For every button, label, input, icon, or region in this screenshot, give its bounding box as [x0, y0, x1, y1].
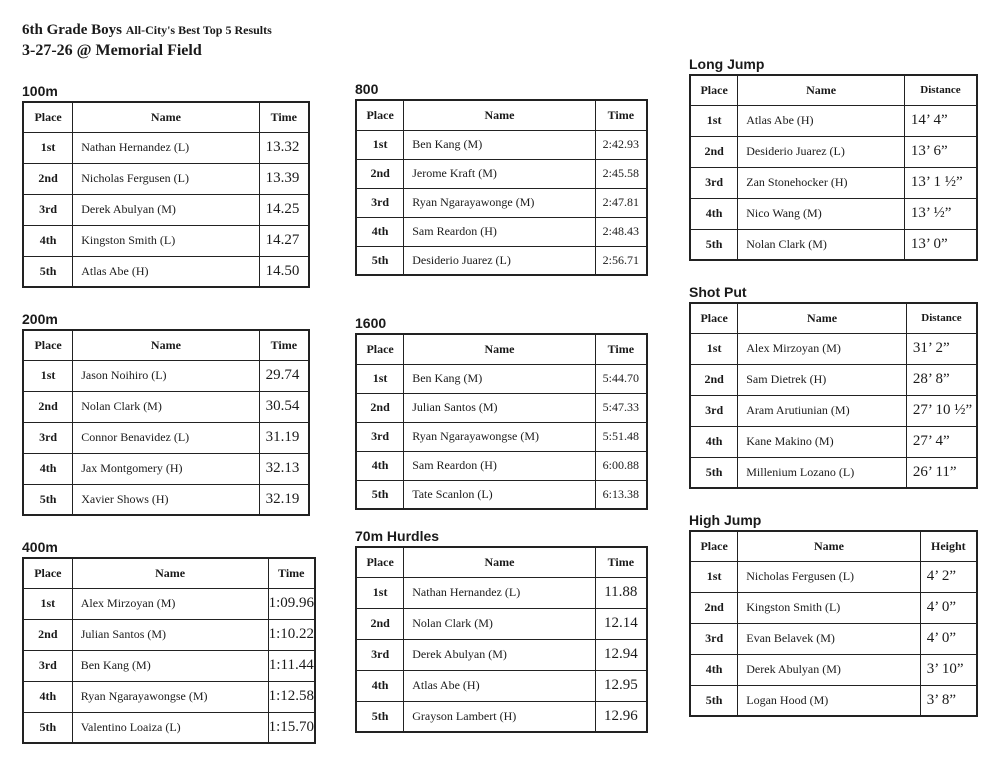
- event-high-jump: [689, 512, 978, 717]
- athlete-name-cell: Evan Belavek (M): [738, 623, 920, 654]
- table-row: [23, 484, 309, 515]
- place-cell: 4th: [356, 451, 404, 480]
- event-800: [355, 81, 648, 276]
- table-row: [23, 453, 309, 484]
- result-cell: 32.19: [259, 484, 309, 515]
- results-table: [22, 557, 316, 744]
- table-header-row: [23, 330, 309, 360]
- athlete-name-cell: Nico Wang (M): [738, 198, 905, 229]
- result-cell: 11.88: [595, 577, 647, 608]
- result-cell: 1:09.96: [268, 588, 315, 619]
- event-title: 200m: [22, 311, 58, 327]
- place-cell: 2nd: [356, 393, 404, 422]
- meet-date-location: 3-27-26 @ Memorial Field: [22, 42, 202, 59]
- athlete-name-cell: Kingston Smith (L): [738, 592, 920, 623]
- result-cell: 29.74: [259, 360, 309, 391]
- table-row: [23, 163, 309, 194]
- column-header-name: Name: [72, 558, 268, 588]
- result-cell: 2:48.43: [595, 217, 647, 246]
- place-cell: 4th: [356, 217, 404, 246]
- result-cell: 27’ 4”: [906, 426, 977, 457]
- place-cell: 4th: [356, 670, 404, 701]
- event-title: Long Jump: [689, 56, 765, 72]
- place-cell: 3rd: [690, 395, 738, 426]
- athlete-name-cell: Julian Santos (M): [72, 619, 268, 650]
- result-cell: 13.32: [259, 132, 309, 163]
- column-header-name: Name: [73, 330, 259, 360]
- place-cell: 2nd: [690, 136, 738, 167]
- table-header-row: [690, 75, 977, 105]
- place-cell: 4th: [23, 681, 72, 712]
- table-row: [690, 364, 977, 395]
- results-table: [689, 74, 978, 261]
- athlete-name-cell: Derek Abulyan (M): [73, 194, 259, 225]
- column-header-name: Name: [404, 100, 595, 130]
- athlete-name-cell: Zan Stonehocker (H): [738, 167, 905, 198]
- results-table: [689, 302, 978, 489]
- athlete-name-cell: Atlas Abe (H): [738, 105, 905, 136]
- athlete-name-cell: Valentino Loaiza (L): [72, 712, 268, 743]
- table-row: [23, 712, 315, 743]
- column-header-name: Name: [738, 531, 920, 561]
- result-cell: 2:47.81: [595, 188, 647, 217]
- place-cell: 3rd: [690, 167, 738, 198]
- table-row: [356, 246, 647, 275]
- table-header-row: [356, 334, 647, 364]
- column-header-place: Place: [356, 334, 404, 364]
- athlete-name-cell: Ryan Ngarayawongse (M): [72, 681, 268, 712]
- place-cell: 1st: [690, 333, 738, 364]
- athlete-name-cell: Alex Mirzoyan (M): [72, 588, 268, 619]
- result-cell: 12.95: [595, 670, 647, 701]
- table-row: [356, 422, 647, 451]
- column-header-result: Distance: [904, 75, 977, 105]
- result-cell: 13’ 6”: [904, 136, 977, 167]
- results-table: [355, 546, 648, 733]
- table-row: [356, 577, 647, 608]
- event-70m-hurdles: [355, 528, 648, 733]
- event-100m: [22, 83, 310, 288]
- place-cell: 1st: [356, 130, 404, 159]
- athlete-name-cell: Millenium Lozano (L): [738, 457, 907, 488]
- athlete-name-cell: Nicholas Fergusen (L): [73, 163, 259, 194]
- athlete-name-cell: Tate Scanlon (L): [404, 480, 595, 509]
- column-header-name: Name: [404, 547, 595, 577]
- athlete-name-cell: Nicholas Fergusen (L): [738, 561, 920, 592]
- table-row: [356, 393, 647, 422]
- column-header-result: Time: [595, 334, 647, 364]
- table-row: [356, 217, 647, 246]
- place-cell: 5th: [23, 484, 73, 515]
- results-table: [22, 101, 310, 288]
- place-cell: 2nd: [690, 364, 738, 395]
- result-cell: 28’ 8”: [906, 364, 977, 395]
- place-cell: 3rd: [356, 422, 404, 451]
- place-cell: 1st: [23, 360, 73, 391]
- place-cell: 5th: [356, 246, 404, 275]
- result-cell: 13.39: [259, 163, 309, 194]
- column-header-place: Place: [690, 75, 738, 105]
- result-cell: 30.54: [259, 391, 309, 422]
- result-cell: 27’ 10 ½”: [906, 395, 977, 426]
- athlete-name-cell: Logan Hood (M): [738, 685, 920, 716]
- place-cell: 2nd: [23, 163, 73, 194]
- table-header-row: [23, 558, 315, 588]
- athlete-name-cell: Sam Reardon (H): [404, 217, 595, 246]
- column-header-place: Place: [23, 330, 73, 360]
- place-cell: 1st: [690, 561, 738, 592]
- column-header-result: Time: [259, 102, 309, 132]
- athlete-name-cell: Alex Mirzoyan (M): [738, 333, 907, 364]
- event-title: High Jump: [689, 512, 762, 528]
- table-row: [356, 608, 647, 639]
- athlete-name-cell: Nathan Hernandez (L): [404, 577, 595, 608]
- result-cell: 2:42.93: [595, 130, 647, 159]
- place-cell: 3rd: [356, 188, 404, 217]
- table-row: [356, 188, 647, 217]
- results-table: [22, 329, 310, 516]
- result-cell: 6:13.38: [595, 480, 647, 509]
- athlete-name-cell: Derek Abulyan (M): [738, 654, 920, 685]
- column-header-result: Height: [920, 531, 977, 561]
- table-row: [23, 619, 315, 650]
- column-header-place: Place: [23, 558, 72, 588]
- result-cell: 13’ 0”: [904, 229, 977, 260]
- result-cell: 13’ ½”: [904, 198, 977, 229]
- result-cell: 5:47.33: [595, 393, 647, 422]
- table-row: [690, 561, 977, 592]
- page-title-subtitle: All-City's Best Top 5 Results: [125, 23, 272, 37]
- athlete-name-cell: Julian Santos (M): [404, 393, 595, 422]
- athlete-name-cell: Ben Kang (M): [404, 130, 595, 159]
- athlete-name-cell: Ben Kang (M): [72, 650, 268, 681]
- column-header-name: Name: [73, 102, 259, 132]
- result-cell: 14.25: [259, 194, 309, 225]
- place-cell: 1st: [23, 132, 73, 163]
- place-cell: 1st: [356, 577, 404, 608]
- column-header-result: Time: [595, 100, 647, 130]
- athlete-name-cell: Nolan Clark (M): [73, 391, 259, 422]
- results-table: [689, 530, 978, 717]
- place-cell: 3rd: [690, 623, 738, 654]
- athlete-name-cell: Desiderio Juarez (L): [404, 246, 595, 275]
- result-cell: 1:11.44: [268, 650, 315, 681]
- table-row: [690, 229, 977, 260]
- result-cell: 2:45.58: [595, 159, 647, 188]
- table-row: [23, 256, 309, 287]
- place-cell: 5th: [356, 480, 404, 509]
- event-title: 800: [355, 81, 379, 97]
- result-cell: 1:10.22: [268, 619, 315, 650]
- athlete-name-cell: Ryan Ngarayawongse (M): [404, 422, 595, 451]
- column-header-place: Place: [356, 547, 404, 577]
- result-cell: 3’ 10”: [920, 654, 977, 685]
- column-header-place: Place: [690, 531, 738, 561]
- result-cell: 13’ 1 ½”: [904, 167, 977, 198]
- result-cell: 1:12.58: [268, 681, 315, 712]
- table-row: [690, 426, 977, 457]
- place-cell: 2nd: [23, 619, 72, 650]
- athlete-name-cell: Kingston Smith (L): [73, 225, 259, 256]
- event-1600: [355, 315, 648, 510]
- place-cell: 3rd: [23, 422, 73, 453]
- result-cell: 6:00.88: [595, 451, 647, 480]
- result-cell: 2:56.71: [595, 246, 647, 275]
- place-cell: 4th: [690, 198, 738, 229]
- table-row: [23, 422, 309, 453]
- place-cell: 5th: [690, 457, 738, 488]
- athlete-name-cell: Aram Arutiunian (M): [738, 395, 907, 426]
- result-cell: 5:51.48: [595, 422, 647, 451]
- result-cell: 32.13: [259, 453, 309, 484]
- result-cell: 4’ 2”: [920, 561, 977, 592]
- table-row: [23, 650, 315, 681]
- place-cell: 3rd: [23, 650, 72, 681]
- column-header-place: Place: [690, 303, 738, 333]
- result-cell: 5:44.70: [595, 364, 647, 393]
- result-cell: 26’ 11”: [906, 457, 977, 488]
- place-cell: 5th: [690, 229, 738, 260]
- athlete-name-cell: Ben Kang (M): [404, 364, 595, 393]
- table-header-row: [690, 531, 977, 561]
- table-row: [23, 132, 309, 163]
- column-header-place: Place: [356, 100, 404, 130]
- athlete-name-cell: Grayson Lambert (H): [404, 701, 595, 732]
- table-header-row: [356, 100, 647, 130]
- place-cell: 5th: [23, 256, 73, 287]
- place-cell: 2nd: [356, 159, 404, 188]
- place-cell: 4th: [23, 453, 73, 484]
- place-cell: 1st: [690, 105, 738, 136]
- table-row: [690, 333, 977, 364]
- table-row: [23, 225, 309, 256]
- table-row: [356, 451, 647, 480]
- event-title: 1600: [355, 315, 387, 331]
- page-title-main: 6th Grade Boys: [22, 22, 123, 38]
- event-title: Shot Put: [689, 284, 747, 300]
- column-header-result: Time: [259, 330, 309, 360]
- result-cell: 4’ 0”: [920, 592, 977, 623]
- athlete-name-cell: Nolan Clark (M): [738, 229, 905, 260]
- event-shot-put: [689, 284, 978, 489]
- athlete-name-cell: Xavier Shows (H): [73, 484, 259, 515]
- place-cell: 5th: [23, 712, 72, 743]
- results-table: [355, 333, 648, 510]
- table-header-row: [356, 547, 647, 577]
- column-header-name: Name: [738, 75, 905, 105]
- place-cell: 4th: [690, 426, 738, 457]
- table-row: [23, 360, 309, 391]
- athlete-name-cell: Atlas Abe (H): [404, 670, 595, 701]
- athlete-name-cell: Sam Dietrek (H): [738, 364, 907, 395]
- table-row: [356, 159, 647, 188]
- result-cell: 4’ 0”: [920, 623, 977, 654]
- event-400m: [22, 539, 316, 744]
- athlete-name-cell: Sam Reardon (H): [404, 451, 595, 480]
- column-header-result: Distance: [906, 303, 977, 333]
- place-cell: 4th: [690, 654, 738, 685]
- result-cell: 1:15.70: [268, 712, 315, 743]
- table-row: [690, 167, 977, 198]
- result-cell: 14’ 4”: [904, 105, 977, 136]
- table-row: [356, 130, 647, 159]
- table-row: [690, 654, 977, 685]
- place-cell: 5th: [690, 685, 738, 716]
- table-row: [356, 701, 647, 732]
- result-cell: 14.50: [259, 256, 309, 287]
- table-row: [356, 639, 647, 670]
- athlete-name-cell: Atlas Abe (H): [73, 256, 259, 287]
- athlete-name-cell: Ryan Ngarayawonge (M): [404, 188, 595, 217]
- column-header-name: Name: [404, 334, 595, 364]
- result-cell: 12.96: [595, 701, 647, 732]
- athlete-name-cell: Connor Benavidez (L): [73, 422, 259, 453]
- page-title: [22, 22, 272, 39]
- table-row: [690, 136, 977, 167]
- athlete-name-cell: Desiderio Juarez (L): [738, 136, 905, 167]
- table-header-row: [23, 102, 309, 132]
- event-title: 400m: [22, 539, 58, 555]
- column-header-place: Place: [23, 102, 73, 132]
- table-header-row: [690, 303, 977, 333]
- column-header-name: Name: [738, 303, 907, 333]
- place-cell: 3rd: [23, 194, 73, 225]
- result-cell: 12.14: [595, 608, 647, 639]
- athlete-name-cell: Derek Abulyan (M): [404, 639, 595, 670]
- table-row: [690, 623, 977, 654]
- table-row: [23, 588, 315, 619]
- result-cell: 12.94: [595, 639, 647, 670]
- result-cell: 31’ 2”: [906, 333, 977, 364]
- place-cell: 1st: [23, 588, 72, 619]
- place-cell: 5th: [356, 701, 404, 732]
- athlete-name-cell: Nolan Clark (M): [404, 608, 595, 639]
- event-title: 100m: [22, 83, 58, 99]
- athlete-name-cell: Jerome Kraft (M): [404, 159, 595, 188]
- table-row: [23, 681, 315, 712]
- event-title: 70m Hurdles: [355, 528, 440, 544]
- place-cell: 2nd: [356, 608, 404, 639]
- athlete-name-cell: Nathan Hernandez (L): [73, 132, 259, 163]
- table-row: [23, 391, 309, 422]
- table-row: [690, 105, 977, 136]
- event-200m: [22, 311, 310, 516]
- place-cell: 1st: [356, 364, 404, 393]
- athlete-name-cell: Jason Noihiro (L): [73, 360, 259, 391]
- table-row: [356, 670, 647, 701]
- result-cell: 14.27: [259, 225, 309, 256]
- table-row: [690, 685, 977, 716]
- place-cell: 2nd: [690, 592, 738, 623]
- table-row: [23, 194, 309, 225]
- results-table: [355, 99, 648, 276]
- place-cell: 3rd: [356, 639, 404, 670]
- column-header-result: Time: [595, 547, 647, 577]
- place-cell: 4th: [23, 225, 73, 256]
- table-row: [690, 395, 977, 426]
- athlete-name-cell: Jax Montgomery (H): [73, 453, 259, 484]
- table-row: [356, 480, 647, 509]
- table-row: [690, 457, 977, 488]
- table-row: [690, 592, 977, 623]
- athlete-name-cell: Kane Makino (M): [738, 426, 907, 457]
- event-long-jump: [689, 56, 978, 261]
- table-row: [690, 198, 977, 229]
- column-header-result: Time: [268, 558, 315, 588]
- table-row: [356, 364, 647, 393]
- result-cell: 3’ 8”: [920, 685, 977, 716]
- place-cell: 2nd: [23, 391, 73, 422]
- result-cell: 31.19: [259, 422, 309, 453]
